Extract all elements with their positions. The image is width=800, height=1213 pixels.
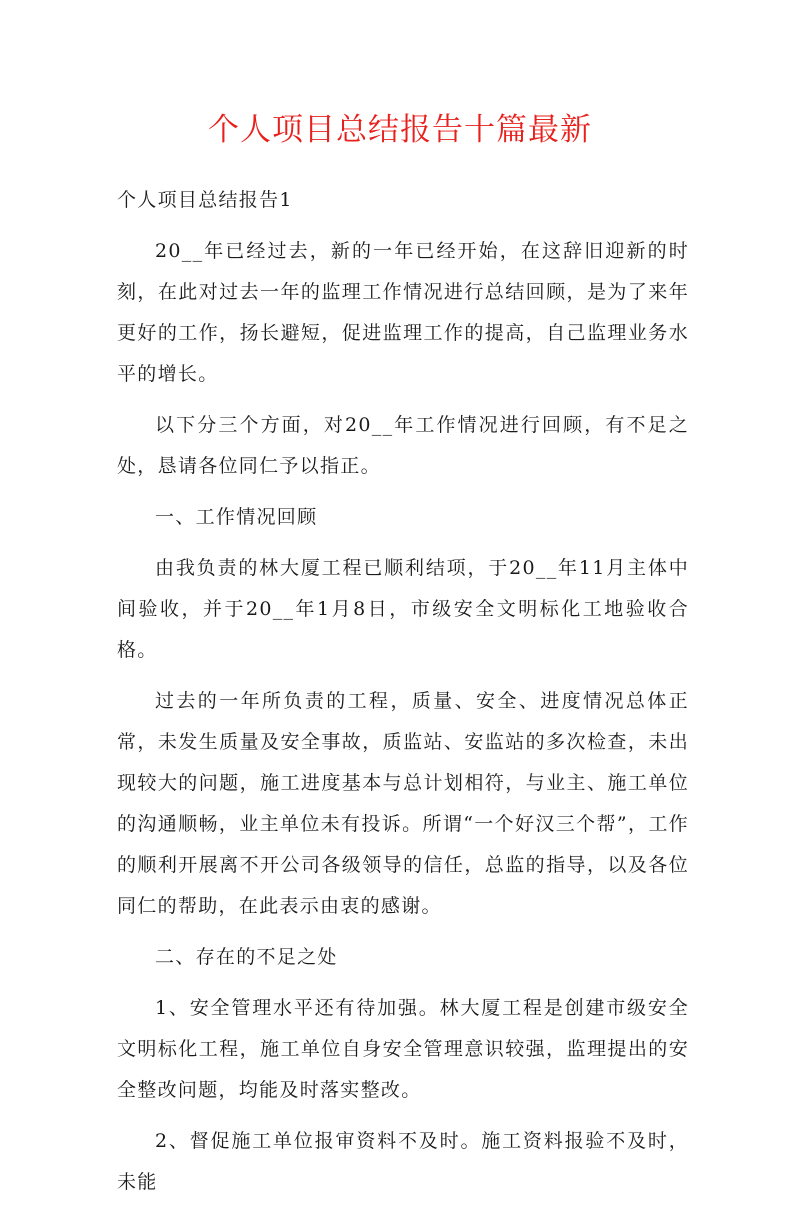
paragraph-4: 过去的一年所负责的工程，质量、安全、进度情况总体正常，未发生质量及安全事故，质监站、安监站的多次检查，未出现较大的问题，施工进度基本与总计划相符，与业主、施工单位的沟通顺畅，业主单位未有投诉。所谓“一个好汉三个帮”，工作的顺利开展离不开公司各级领导的信任，总监的指导，以及各位同仁的帮助，在此表示由衷的感谢。: [117, 690, 689, 917]
paragraph-5: 1、安全管理水平还有待加强。林大厦工程是创建市级安全文明标化工程，施工单位自身安全管理意识较强，监理提出的安全整改问题，均能及时落实整改。: [117, 997, 689, 1101]
paragraph-3: 由我负责的林大厦工程已顺利结项，于20__年11月主体中间验收，并于20__年1月8日，市级安全文明标化工地验收合格。: [117, 557, 689, 661]
section-heading-2: 二、存在的不足之处: [155, 946, 338, 968]
document-body: [117, 180, 689, 1213]
report-subtitle: 个人项目总结报告1: [117, 189, 293, 211]
paragraph-1: 20__年已经过去，新的一年已经开始，在这辞旧迎新的时刻，在此对过去一年的监理工作情况进行总结回顾，是为了来年更好的工作，扬长避短，促进监理工作的提高，自己监理业务水平的增长。: [117, 240, 689, 385]
document-title: 个人项目总结报告十篇最新: [208, 112, 592, 148]
paragraph-2: 以下分三个方面，对20__年工作情况进行回顾，有不足之处，恳请各位同仁予以指正。: [117, 414, 689, 477]
section-heading-1: 一、工作情况回顾: [155, 506, 318, 528]
paragraph-6: 2、督促施工单位报审资料不及时。施工资料报验不及时，未能: [117, 1130, 689, 1193]
